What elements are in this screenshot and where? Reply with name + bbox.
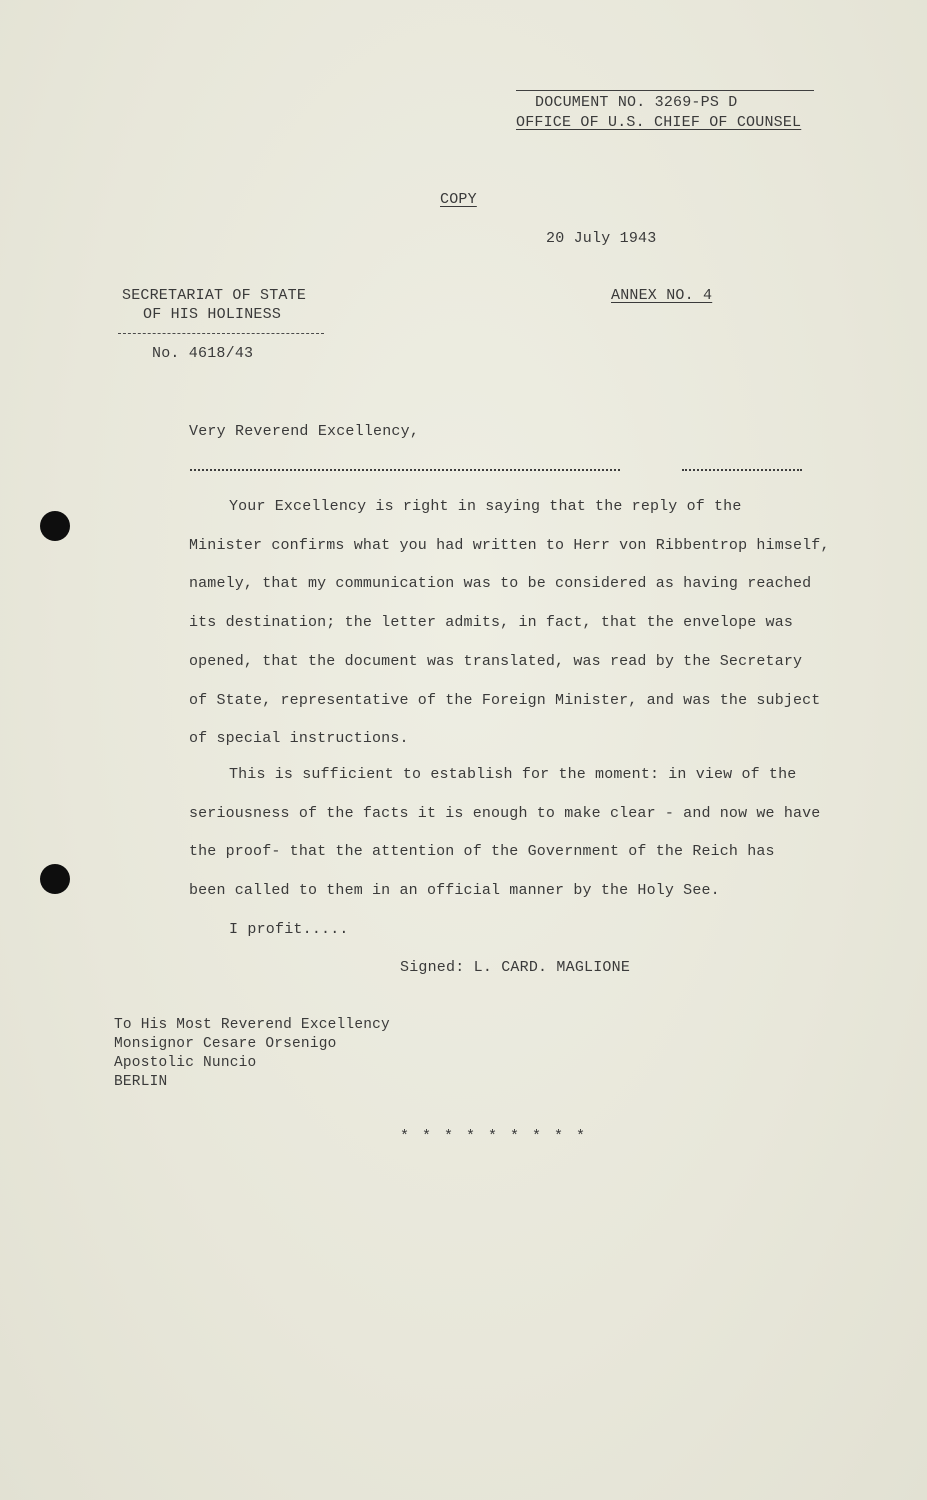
- para1-line: of special instructions.: [189, 730, 409, 748]
- signature-line: Signed: L. CARD. MAGLIONE: [400, 959, 631, 976]
- annex-label: ANNEX NO. 4: [611, 287, 713, 304]
- para1-line: Your Excellency is right in saying that the reply of the: [229, 498, 742, 515]
- copy-label: COPY: [440, 191, 477, 208]
- sender-line-2: OF HIS HOLINESS: [143, 306, 282, 323]
- document-number: DOCUMENT NO. 3269-PS D: [535, 94, 738, 111]
- reference-number: No. 4618/43: [152, 345, 254, 362]
- office-line: OFFICE OF U.S. CHIEF OF COUNSEL: [516, 114, 802, 131]
- para1-line: opened, that the document was translated, was read by the Secretary: [189, 652, 803, 670]
- elision-dots-right: [682, 469, 802, 471]
- elision-dots-left: [190, 469, 620, 471]
- closing-line: I profit.....: [229, 921, 349, 938]
- para2-line: seriousness of the facts it is enough to make clear - and now we have: [189, 804, 821, 822]
- sender-divider: [118, 333, 324, 334]
- para1-line: namely, that my communication was to be considered as having reached: [189, 575, 812, 593]
- body-paragraph-2: [189, 756, 869, 911]
- body-paragraph-1: [189, 488, 869, 759]
- para1-line: of State, representative of the Foreign Minister, and was the subject: [189, 691, 821, 709]
- header-top-rule: [516, 90, 814, 91]
- para2-line: the proof- that the attention of the Government of the Reich has: [189, 843, 775, 861]
- punch-hole-bottom: [40, 864, 70, 894]
- salutation: Very Reverend Excellency,: [189, 423, 420, 440]
- para1-line: its destination; the letter admits, in fact, that the envelope was: [189, 614, 793, 632]
- end-asterisks: * * * * * * * * *: [400, 1128, 588, 1145]
- letter-date: 20 July 1943: [546, 230, 657, 247]
- punch-hole-top: [40, 511, 70, 541]
- addressee-line-4: BERLIN: [114, 1074, 168, 1090]
- sender-line-1: SECRETARIAT OF STATE: [122, 287, 307, 304]
- addressee-line-2: Monsignor Cesare Orsenigo: [114, 1036, 337, 1052]
- para1-line: Minister confirms what you had written to Herr von Ribbentrop himself,: [189, 536, 830, 554]
- addressee-line-3: Apostolic Nuncio: [114, 1055, 257, 1071]
- addressee-line-1: To His Most Reverend Excellency: [114, 1017, 390, 1033]
- para2-line: been called to them in an official manner by the Holy See.: [189, 882, 720, 900]
- para2-line: This is sufficient to establish for the moment: in view of the: [229, 766, 797, 783]
